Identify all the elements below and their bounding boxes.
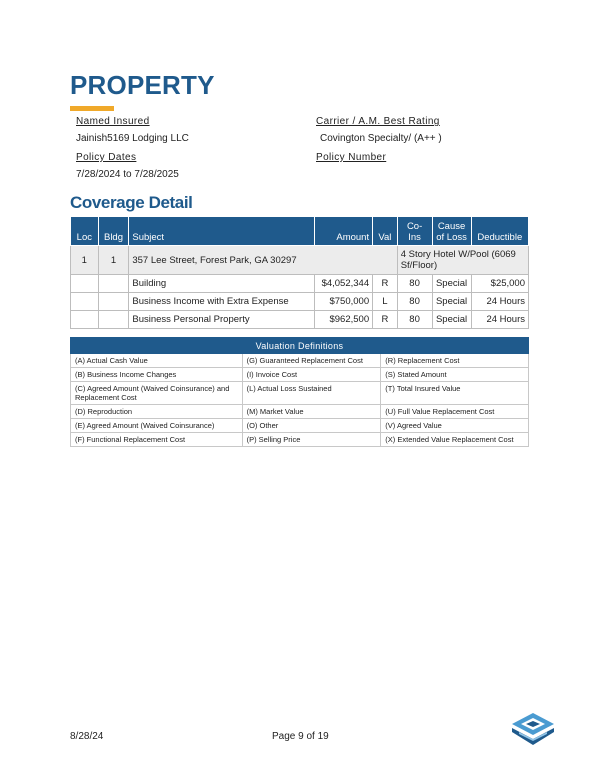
col-cause-header: Cause of Loss [432,217,471,246]
company-logo-icon [511,712,555,746]
col-subject-header: Subject [129,217,314,246]
policy-number-label: Policy Number [316,152,387,163]
definition-cell: (G) Guaranteed Replacement Cost [242,354,381,368]
col-loc-header: Loc [71,217,99,246]
definition-cell: (T) Total Insured Value [381,382,529,405]
row-val: R [373,275,398,293]
row-val: R [373,311,398,329]
location-description: 4 Story Hotel W/Pool (6069 Sf/Floor) [397,246,528,275]
carrier-value: Covington Specialty/ (A++ ) [320,133,442,144]
coverage-header-row [71,217,529,246]
table-row [71,293,529,311]
location-loc: 1 [71,246,99,275]
row-coins: 80 [397,275,432,293]
table-row [71,275,529,293]
table-row [71,405,529,419]
definition-cell: (M) Market Value [242,405,381,419]
definition-cell: (I) Invoice Cost [242,368,381,382]
table-row [71,368,529,382]
col-deductible-header: Deductible [471,217,528,246]
table-row [71,354,529,368]
table-row [71,311,529,329]
page-number: Page 9 of 19 [272,731,329,742]
definition-cell: (V) Agreed Value [381,419,529,433]
row-amount: $750,000 [314,293,372,311]
definition-cell: (U) Full Value Replacement Cost [381,405,529,419]
row-cause: Special [432,311,471,329]
named-insured-label: Named Insured [76,116,150,127]
table-row [71,419,529,433]
location-address: 357 Lee Street, Forest Park, GA 30297 [129,246,397,275]
row-subject: Business Income with Extra Expense [129,293,314,311]
definition-cell: (D) Reproduction [71,405,243,419]
definition-cell: (A) Actual Cash Value [71,354,243,368]
definition-cell: (R) Replacement Cost [381,354,529,368]
valuation-definitions-table [70,337,529,447]
col-val-header: Val [373,217,398,246]
row-deductible: 24 Hours [471,311,528,329]
definition-cell: (B) Business Income Changes [71,368,243,382]
row-coins: 80 [397,293,432,311]
policy-dates-label: Policy Dates [76,152,137,163]
row-coins: 80 [397,311,432,329]
row-amount: $962,500 [314,311,372,329]
table-row [71,382,529,405]
footer-date: 8/28/24 [70,731,104,742]
col-amount-header: Amount [314,217,372,246]
definition-cell: (S) Stated Amount [381,368,529,382]
carrier-label: Carrier / A.M. Best Rating [316,116,440,127]
row-subject: Business Personal Property [129,311,314,329]
location-bldg: 1 [98,246,129,275]
row-val: L [373,293,398,311]
table-row [71,433,529,447]
row-deductible: 24 Hours [471,293,528,311]
page-title: PROPERTY [70,70,215,100]
row-amount: $4,052,344 [314,275,372,293]
definition-cell: (P) Selling Price [242,433,381,447]
definition-cell: (F) Functional Replacement Cost [71,433,243,447]
definition-cell: (X) Extended Value Replacement Cost [381,433,529,447]
col-bldg-header: Bldg [98,217,129,246]
row-deductible: $25,000 [471,275,528,293]
row-cause: Special [432,293,471,311]
coverage-table [70,216,529,329]
coverage-detail-heading: Coverage Detail [70,193,193,212]
definition-cell: (E) Agreed Amount (Waived Coinsurance) [71,419,243,433]
definition-cell: (L) Actual Loss Sustained [242,382,381,405]
row-cause: Special [432,275,471,293]
definition-cell: (O) Other [242,419,381,433]
col-coins-header: Co-Ins [397,217,432,246]
definition-cell: (C) Agreed Amount (Waived Coinsurance) and Replacement Cost [71,382,243,405]
named-insured-value: Jainish5169 Lodging LLC [76,133,189,144]
policy-dates-value: 7/28/2024 to 7/28/2025 [76,169,179,180]
valuation-definitions-title: Valuation Definitions [71,338,529,354]
row-subject: Building [129,275,314,293]
title-accent-bar [70,106,114,111]
location-row [71,246,529,275]
